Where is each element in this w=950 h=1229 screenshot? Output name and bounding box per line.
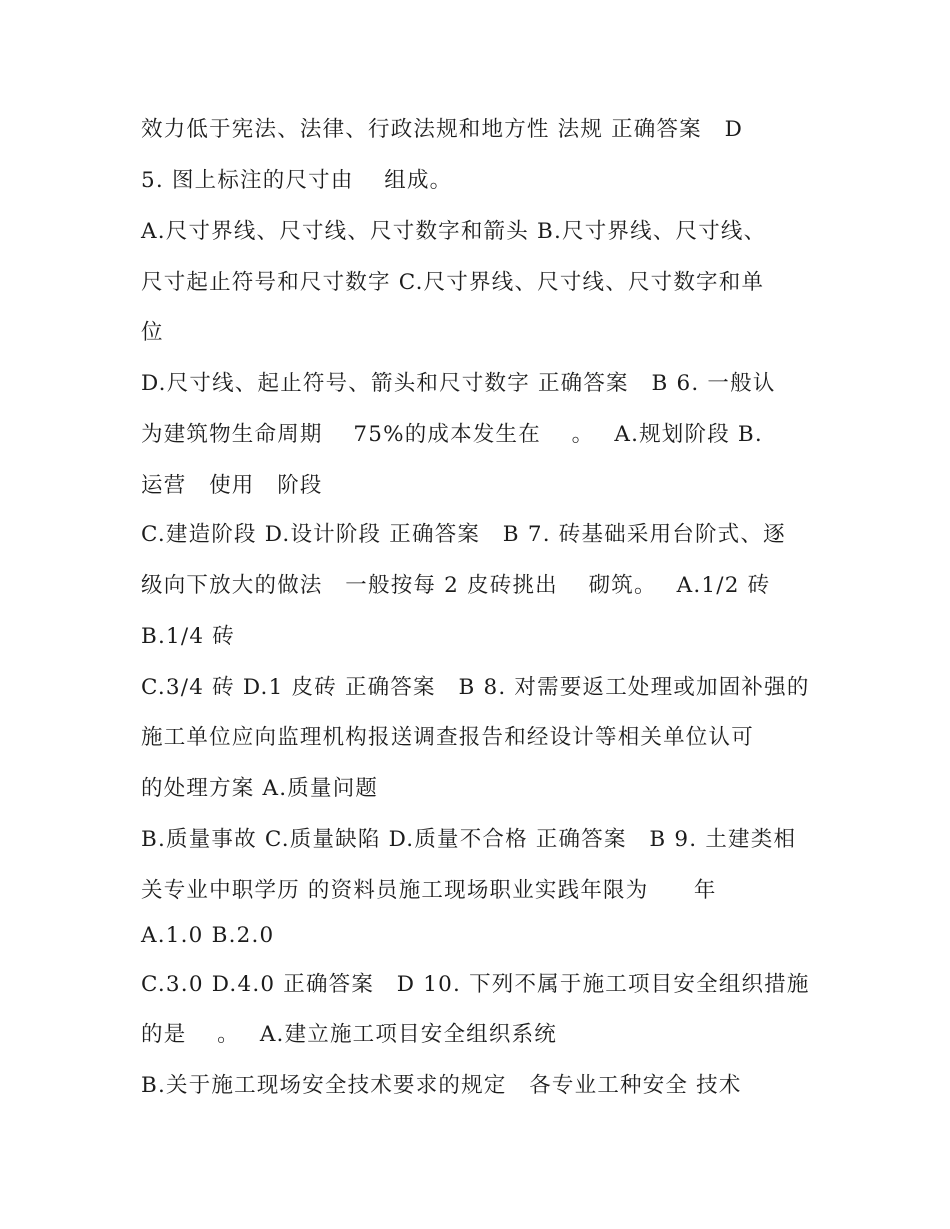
text-line: 为建筑物生命周期 75%的成本发生在 。 A.规划阶段 B. [141,422,763,447]
text-line: 运营 使用 阶段 [141,473,323,498]
text-line: C.建造阶段 D.设计阶段 正确答案 B 7. 砖基础采用台阶式、逐 [141,522,786,547]
text-line: 位 [141,320,164,345]
text-line: A.尺寸界线、尺寸线、尺寸数字和箭头 B.尺寸界线、尺寸线、 [141,219,767,244]
text-line: C.3/4 砖 D.1 皮砖 正确答案 B 8. 对需要返工处理或加固补强的 [141,675,810,700]
text-line: 的是 。 A.建立施工项目安全组织系统 [141,1022,557,1047]
text-line: C.3.0 D.4.0 正确答案 D 10. 下列不属于施工项目安全组织措施 [141,972,810,997]
text-line: B.1/4 砖 [141,624,235,649]
text-line: 效力低于宪法、法律、行政法规和地方性 法规 正确答案 D [141,117,744,142]
text-line: 级向下放大的做法 一般按每 2 皮砖挑出 砌筑。 A.1/2 砖 [141,573,771,598]
text-line: A.1.0 B.2.0 [141,923,275,948]
text-line: B.关于施工现场安全技术要求的规定 各专业工种安全 技术 [141,1073,742,1098]
text-line: 尺寸起止符号和尺寸数字 C.尺寸界线、尺寸线、尺寸数字和单 [141,270,765,295]
text-line: 关专业中职学历 的资料员施工现场职业实践年限为 年 [141,878,717,903]
text-line: D.尺寸线、起止符号、箭头和尺寸数字 正确答案 B 6. 一般认 [141,371,776,396]
text-line: 施工单位应向监理机构报送调查报告和经设计等相关单位认可 [141,725,754,750]
text-line: 5. 图上标注的尺寸由 组成。 [141,168,453,193]
text-line: B.质量事故 C.质量缺陷 D.质量不合格 正确答案 B 9. 土建类相 [141,827,797,852]
text-line: 的处理方案 A.质量问题 [141,776,379,801]
